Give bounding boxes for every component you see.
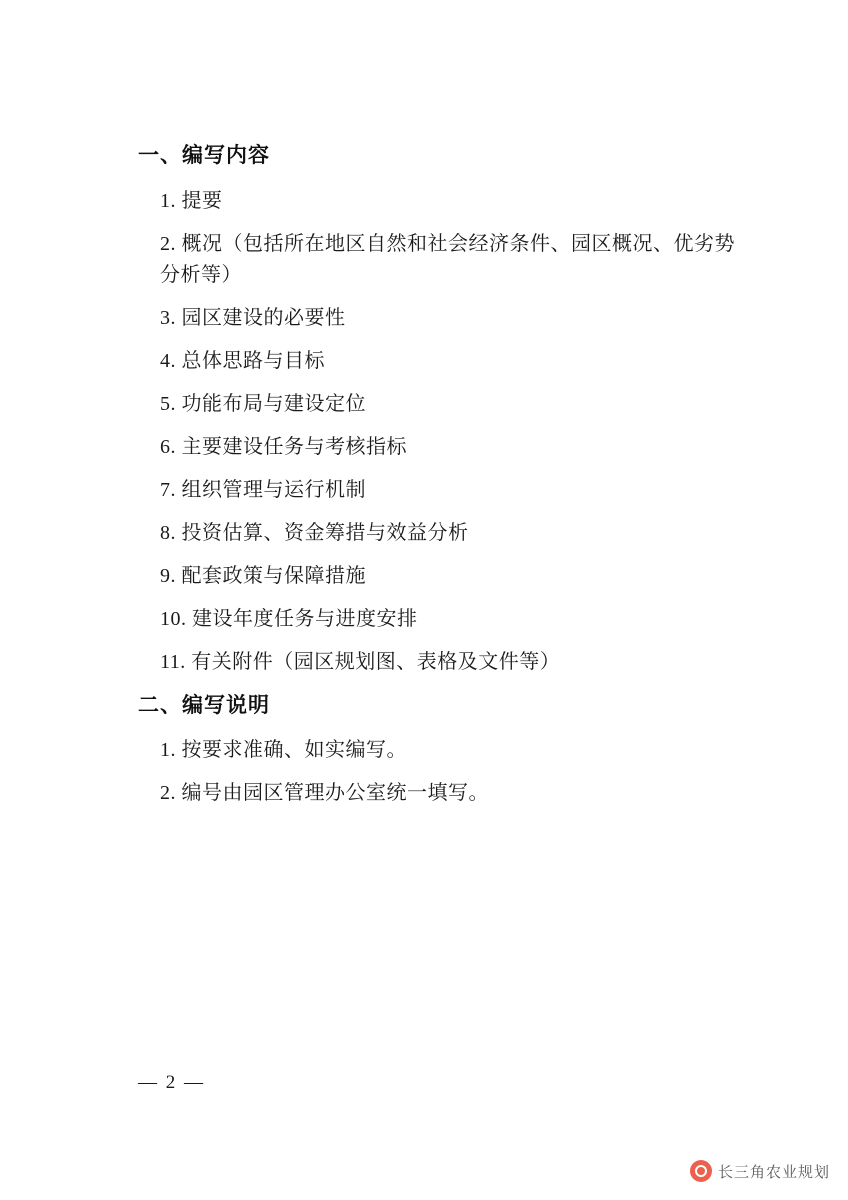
list-item: 2. 概况（包括所在地区自然和社会经济条件、园区概况、优劣势分析等）: [160, 232, 735, 286]
circle-logo-icon: [690, 1160, 712, 1182]
section-heading-2: 二、编写说明: [138, 692, 270, 717]
list-item: 5. 功能布局与建设定位: [160, 392, 366, 415]
list-item: 11. 有关附件（园区规划图、表格及文件等）: [160, 650, 561, 673]
list-item: 10. 建设年度任务与进度安排: [160, 607, 418, 630]
page-number: — 2 —: [138, 1072, 205, 1093]
list-item: 4. 总体思路与目标: [160, 349, 325, 372]
watermark-label: 长三角农业规划: [717, 1163, 830, 1181]
section-heading-1: 一、编写内容: [138, 143, 270, 167]
list-item: 3. 园区建设的必要性: [160, 306, 346, 329]
list-item: 1. 提要: [160, 189, 223, 212]
list-item: 1. 按要求准确、如实编写。: [160, 739, 407, 761]
list-item: 7. 组织管理与运行机制: [160, 478, 366, 501]
document-content: [138, 140, 738, 821]
list-item: 8. 投资估算、资金筹措与效益分析: [160, 521, 469, 544]
list-item: 6. 主要建设任务与考核指标: [160, 435, 407, 458]
list-item: 9. 配套政策与保障措施: [160, 564, 366, 587]
watermark: [690, 1160, 830, 1182]
list-item: 2. 编号由园区管理办公室统一填写。: [160, 782, 489, 804]
